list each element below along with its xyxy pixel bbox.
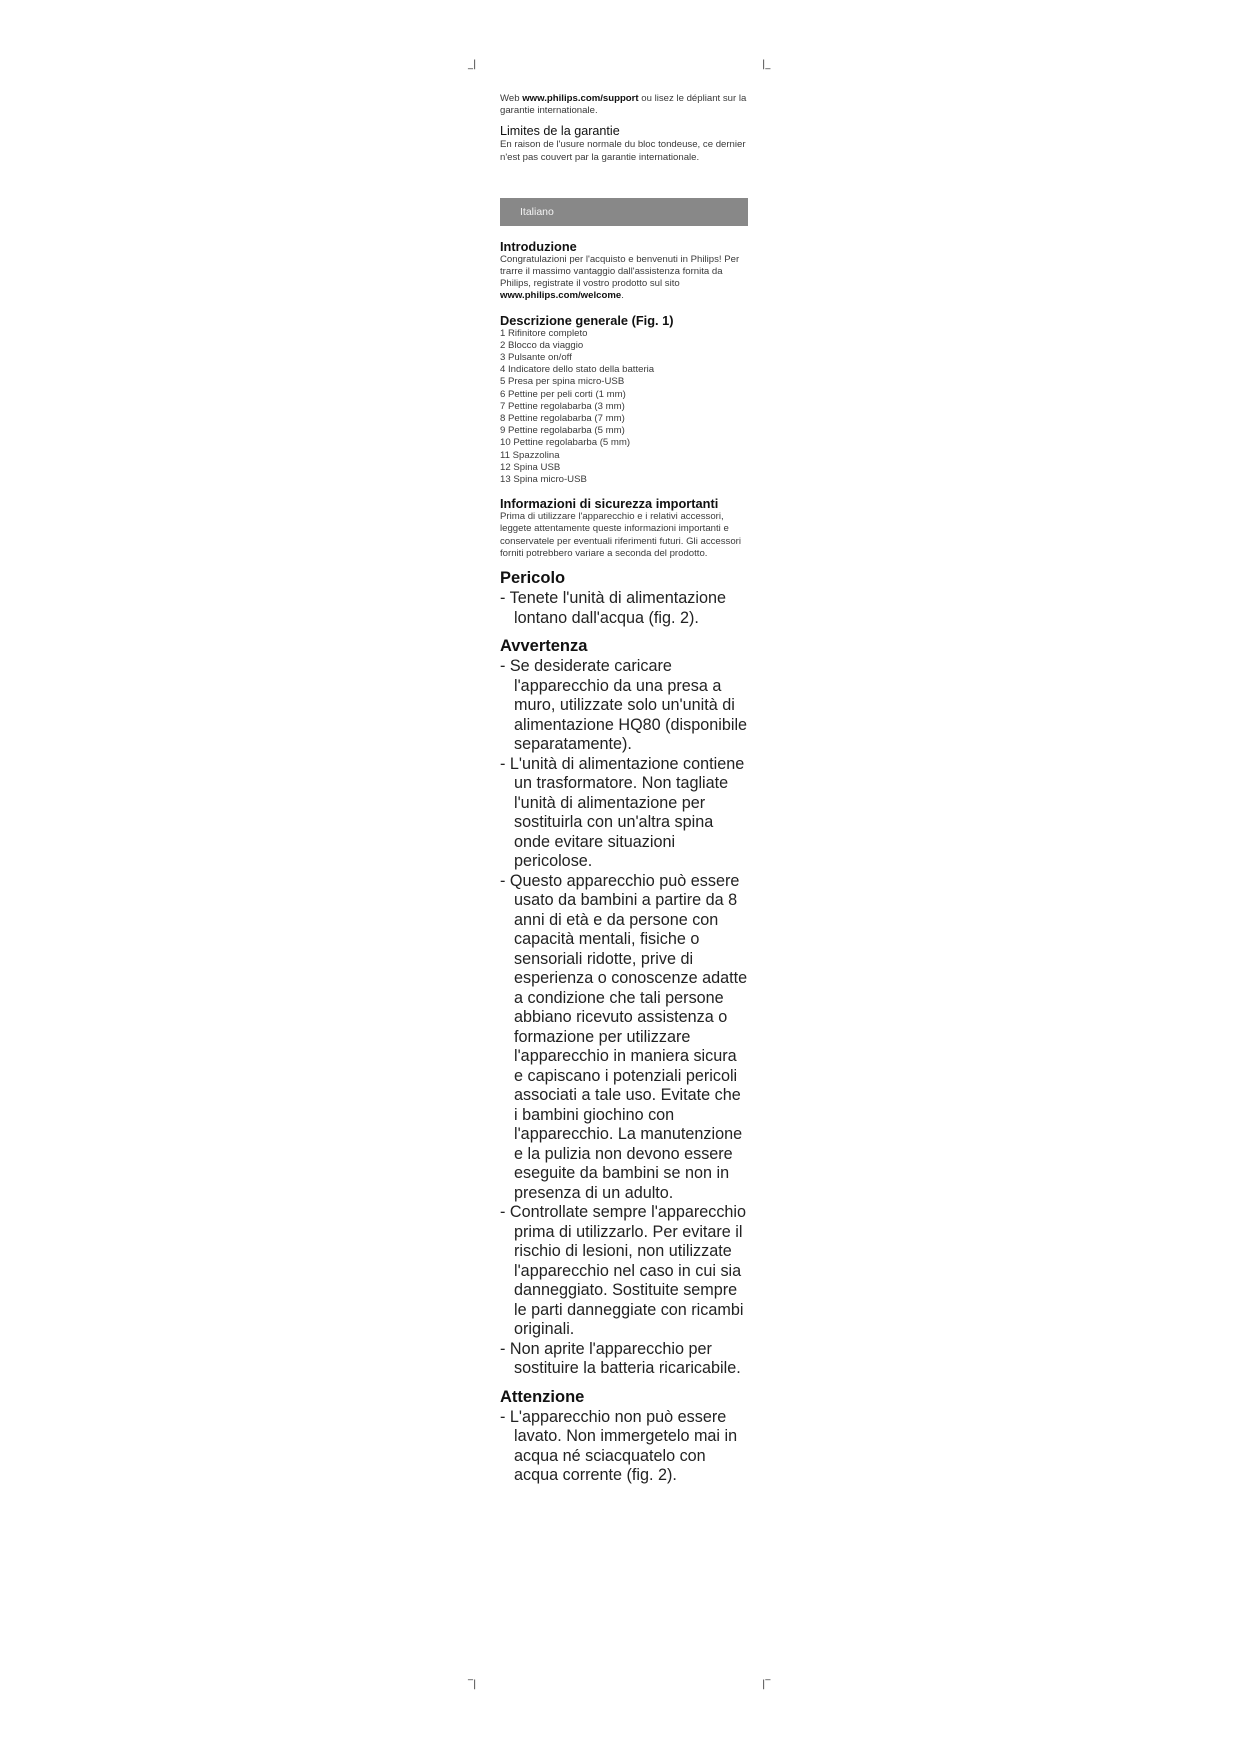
fr-web-paragraph — [500, 93, 748, 117]
intro-text — [500, 254, 748, 303]
warning-item: - Non aprite l'apparecchio per sostituire la batteria ricaricabile. — [500, 1339, 741, 1378]
intro-url: www.philips.com/welcome — [500, 290, 622, 302]
safety-text: Prima di utilizzare l'apparecchio e i relativi accessori, leggete attentamente queste informazioni importanti e conservatele per eventuali riferimenti futuri. Gli accessori forniti potrebbero variare a seconda del prodotto. — [500, 511, 742, 559]
caution-item: - L'apparecchio non può essere lavato. Non immergetelo mai in acqua né sciacquatelo con acqua corrente (fig. 2). — [500, 1407, 738, 1485]
intro-heading: Introduzione — [500, 238, 577, 254]
overview-item: 13 Spina micro-USB — [500, 474, 587, 486]
danger-list — [500, 589, 748, 628]
intro-text-end: . — [621, 290, 624, 302]
fr-web-suffix: ou lisez le dépliant sur la garantie internationale. — [500, 93, 747, 117]
fr-web-url: www.philips.com/support — [522, 93, 639, 104]
overview-item: 8 Pettine regolabarba (7 mm) — [500, 413, 625, 425]
fr-web-prefix: Web — [500, 93, 523, 104]
language-label: Italiano — [520, 205, 554, 218]
warning-item: - Controllate sempre l'apparecchio prima di utilizzarlo. Per evitare il rischio di lesioni, non utilizzate l'apparecchio nel caso in cui sia danneggiato. Sostituite sempre le parti danneggiate con ricambi originali. — [500, 1203, 747, 1339]
warning-item: - L'unità di alimentazione contiene un trasformatore. Non tagliate l'unità di alimentazione per sostituirla con un'altra spina onde evitare situazioni pericolose. — [500, 754, 745, 871]
fr-limits-text: En raison de l'usure normale du bloc tondeuse, ce dernier n'est pas couvert par la garantie internationale. — [500, 139, 746, 163]
overview-item: 1 Rifinitore completo — [500, 327, 588, 339]
language-bar — [500, 198, 748, 226]
caution-heading: Attenzione — [500, 1387, 585, 1406]
fr-limits-heading: Limites de la garantie — [500, 124, 620, 139]
warning-heading: Avvertenza — [500, 637, 588, 656]
crop-mark-top-left: _| — [468, 59, 477, 70]
overview-item: 10 Pettine regolabarba (5 mm) — [500, 437, 631, 449]
overview-item: 5 Presa per spina micro-USB — [500, 376, 625, 388]
overview-item: 12 Spina USB — [500, 461, 561, 473]
overview-item: 11 Spazzolina — [500, 449, 560, 461]
crop-mark-bottom-right: |‾ — [762, 1679, 771, 1690]
overview-item: 9 Pettine regolabarba (5 mm) — [500, 425, 625, 437]
safety-heading: Informazioni di sicurezza importanti — [500, 496, 719, 512]
warning-item: - Questo apparecchio può essere usato da bambini a partire da 8 anni di età e da persone con capacità mentali, fisiche o sensoriali ridotte, prive di esperienza o conoscenze adatte a condizione che tali persone abbiano ricevuto assistenza o formazione per utilizzare l'apparecchio in maniera sicura e capiscano i potenziali pericoli associati a tale uso. Evitate che i bambini giochino con l'apparecchio. La manutenzione e la pulizia non devono essere eseguite da bambini se non in presenza di un adulto. — [500, 871, 748, 1202]
overview-list — [500, 328, 748, 487]
overview-item: 7 Pettine regolabarba (3 mm) — [500, 400, 625, 412]
overview-heading: Descrizione generale (Fig. 1) — [500, 312, 674, 328]
document-column — [500, 93, 748, 1486]
caution-list — [500, 1408, 748, 1486]
intro-text-body: Congratulazioni per l'acquisto e benvenuti in Philips! Per trarre il massimo vantaggio dall'assistenza fornita da Philips, registrate il vostro prodotto sul sito — [500, 253, 740, 290]
danger-item: - Tenete l'unità di alimentazione lontano dall'acqua (fig. 2). — [500, 589, 726, 627]
danger-heading: Pericolo — [500, 569, 566, 588]
overview-item: 2 Blocco da viaggio — [500, 339, 584, 351]
overview-item: 4 Indicatore dello stato della batteria — [500, 364, 655, 376]
overview-item: 3 Pulsante on/off — [500, 352, 572, 364]
crop-mark-bottom-left: ‾| — [468, 1679, 477, 1690]
crop-mark-top-right: |_ — [762, 59, 771, 70]
warning-list — [500, 657, 748, 1379]
warning-item: - Se desiderate caricare l'apparecchio da una presa a muro, utilizzate solo un'unità di alimentazione HQ80 (disponibile separatamente). — [500, 657, 748, 754]
overview-item: 6 Pettine per peli corti (1 mm) — [500, 388, 626, 400]
